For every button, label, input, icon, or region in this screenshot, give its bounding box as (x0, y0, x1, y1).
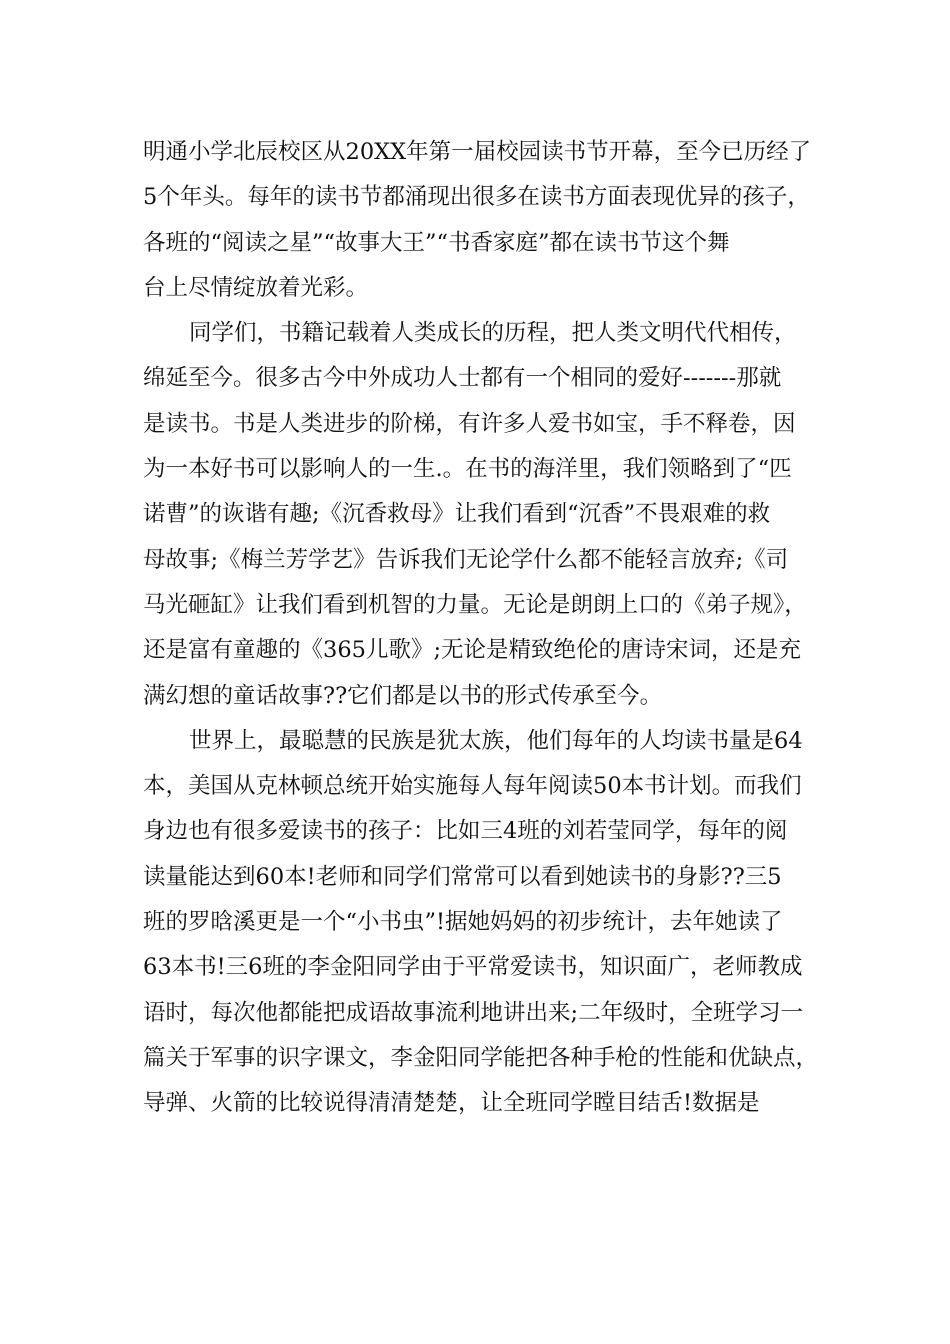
text-line: 读量能达到60本!老师和同学们常常可以看到她读书的身影??三5 (143, 863, 782, 890)
text-line: 马光砸缸》让我们看到机智的力量。无论是朗朗上口的《弟子规》， (143, 591, 807, 618)
text-line: 同学们，书籍记载着人类成长的历程，把人类文明代代相传， (189, 320, 797, 347)
text-line: 63本书!三6班的李金阳同学由于平常爱读书，知识面广，老师教成 (143, 954, 803, 981)
text-line: 导弹、火箭的比较说得清清楚楚，让全班同学瞠目结舌!数据是 (143, 1090, 760, 1117)
text-line: 为一本好书可以影响人的一生.。在书的海洋里，我们领略到了“匹 (143, 456, 792, 483)
text-line: 诺曹”的诙谐有趣;《沉香救母》让我们看到“沉香”不畏艰难的救 (143, 501, 771, 528)
text-line: 班的罗晗溪更是一个“小书虫”!据她妈妈的初步统计，去年她读了 (143, 909, 783, 936)
text-line: 还是富有童趣的《365儿歌》;无论是精致绝伦的唐诗宋词，还是充 (143, 637, 802, 664)
text-line: 各班的“阅读之星”“故事大王”“书香家庭”都在读书节这个舞 (143, 229, 730, 256)
text-line: 身边也有很多爱读书的孩子：比如三4班的刘若莹同学，每年的阅 (143, 818, 788, 845)
text-line: 5个年头。每年的读书节都涌现出很多在读书方面表现优异的孩子， (143, 184, 810, 211)
paragraph-1 (143, 130, 823, 311)
document-body (143, 130, 823, 1127)
text-line: 语时，每次他都能把成语故事流利地讲出来;二年级时，全班学习一 (143, 999, 804, 1026)
paragraph-3 (143, 719, 823, 1127)
text-line: 篇关于军事的识字课文，李金阳同学能把各种手枪的性能和优缺点， (143, 1044, 819, 1071)
text-line: 满幻想的童话故事??它们都是以书的形式传承至今。 (143, 682, 663, 709)
text-line: 是读书。书是人类进步的阶梯，有许多人爱书如宝，手不释卷，因 (143, 410, 796, 437)
text-line: 绵延至今。很多古今中外成功人士都有一个相同的爱好-------那就 (143, 365, 782, 392)
text-line: 本，美国从克林顿总统开始实施每人每年阅读50本书计划。而我们 (143, 773, 802, 800)
text-line: 母故事;《梅兰芳学艺》告诉我们无论学什么都不能轻言放弃;《司 (143, 546, 789, 573)
text-line: 台上尽情绽放着光彩。 (143, 274, 369, 301)
text-line: 世界上，最聪慧的民族是犹太族，他们每年的人均读书量是64 (189, 727, 803, 754)
text-line: 明通小学北辰校区从20XX年第一届校园读书节开幕，至今已历经了 (143, 139, 812, 165)
paragraph-2 (143, 311, 823, 719)
